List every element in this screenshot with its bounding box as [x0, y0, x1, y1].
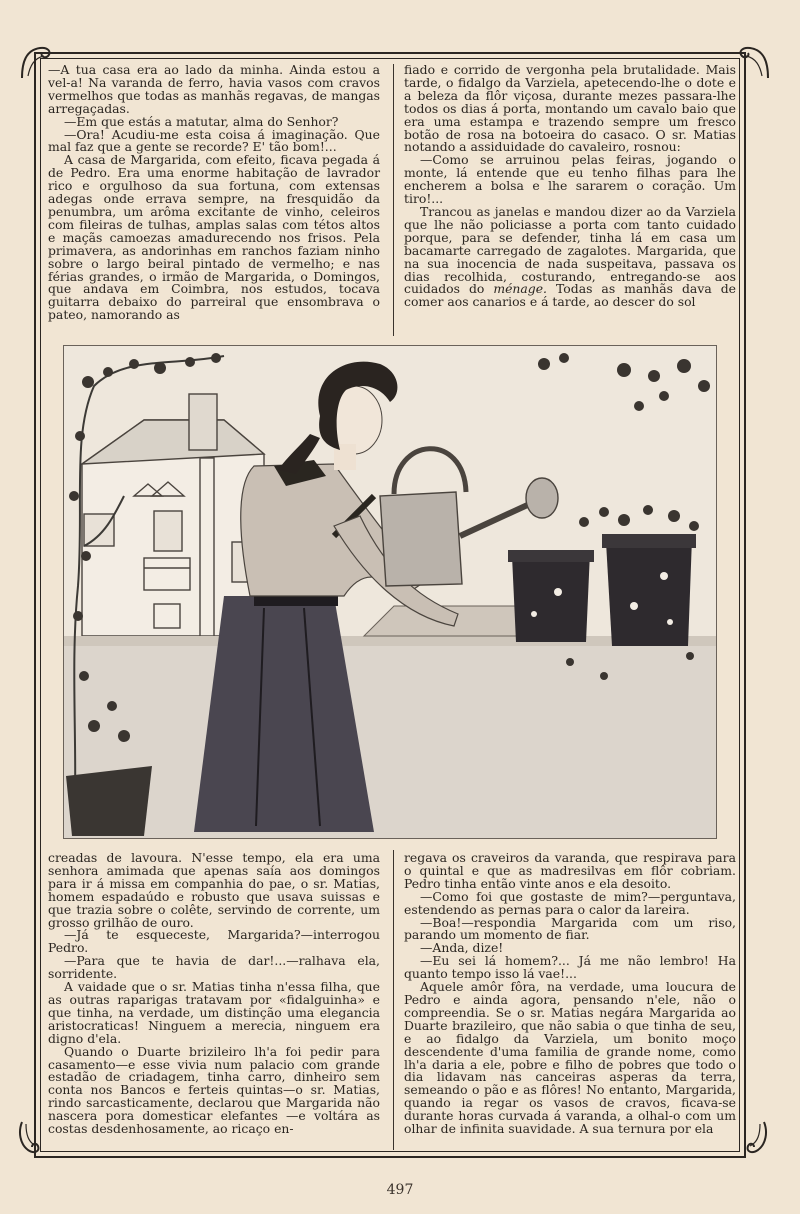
- paragraph: —A tua casa era ao lado da minha. Ainda estou a vel-a! Na varanda de ferro, havia vasos com cravos vermelhos que todas as manhãs regavas, de mangas arregaçadas.: [48, 62, 380, 116]
- text-column-bottom-right: [404, 852, 736, 1136]
- corner-ornament-bottom-right: [732, 1118, 772, 1158]
- column-divider-bottom: [393, 850, 394, 1150]
- illustration-woman-watering-flowers: [63, 345, 717, 839]
- paragraph: —Já te esqueceste, Margarida?—interrogou Pedro.: [48, 927, 380, 956]
- paragraph: —Em que estás a matutar, alma do Senhor?: [64, 113, 339, 129]
- paragraph: creadas de lavoura. N'esse tempo, ela era uma senhora amimada que apenas saía aos domingos para ir á missa em companhia do pae, o sr. Matias, homem espadaúdo e robusto que usava suissas e que trazia sobre o colête, servindo de corrente, um grosso grilhão de ouro.: [48, 850, 380, 930]
- text-column-top-left: [48, 64, 380, 322]
- paragraph: —Anda, dize!: [420, 940, 504, 956]
- flower-pot-left: [66, 766, 152, 836]
- page-number: 497: [386, 1182, 414, 1198]
- paragraph: —Boa!—respondia Margarida com um riso, parando um momento de fiar.: [404, 914, 736, 943]
- paragraph: —Ora! Acudiu-me esta coisa á imaginação. Que mal faz que a gente se recorde? E' tão bom!...: [48, 126, 380, 155]
- paragraph: —Como se arruinou pelas feiras, jogando o monte, lá entende que eu tenho filhas para lhe encherem a bolsa e lhe sararem o coração. Um tiro!...: [404, 152, 736, 207]
- paragraph: Aquele amôr fôra, na verdade, uma loucura de Pedro e ainda agora, pensando n'ele, não o compreendia. Se o sr. Matias negára Margarida ao Duarte brazileiro, que não sabia o que tinha de seu, e ao fidalgo da Varziela, um bonito moço descendente d'uma familia de grande nome, como lh'a daria a ele, pobre e filho de pobres que todo o dia lidavam nas canceiras asperas da terra, semeando o pão e as flôres! No entanto, Margarida, quando ia regar os vasos de cravos, ficava-se durante horas curvada á varanda, a olhal-o com um olhar de infinita suavidade. A sua ternura por ela: [404, 979, 736, 1137]
- stone-wall: [64, 636, 716, 838]
- paragraph: —Para que te havia de dar!...—ralhava ela, sorridente.: [48, 953, 380, 982]
- paragraph: —Como foi que gostaste de mim?—perguntava, estendendo as pernas para o calor da lareira.: [404, 888, 736, 917]
- paragraph-text: Todas as manhãs dava de comer aos canarios e á tarde, ao descer do sol: [404, 281, 736, 310]
- text-column-bottom-left: [48, 852, 380, 1136]
- paragraph-text: Trancou as janelas e mandou dizer ao da Varziela que lhe não policiasse a porta com tanto cuidado porque, para se defender, tinha lá em casa um bacamarte carregado de zagalotes. Margarida, que na sua inocencia de nada suspeitava, passava os dias recolhida, costurando, entregando-se aos cuidados do: [404, 203, 736, 297]
- corner-ornament-top-right: [732, 42, 772, 82]
- italic-word: ménage.: [493, 281, 547, 297]
- paragraph: —Eu sei lá homem?... Já me não lembro! Ha quanto tempo isso lá vae!...: [404, 953, 736, 982]
- column-divider-top: [393, 64, 394, 336]
- paragraph: A casa de Margarida, com efeito, ficava pegada á de Pedro. Era uma enorme habitação de lavrador rico e orgulhoso da sua fortuna, com extensas adegas onde errava sempre, na fresquidão da penumbra, um arôma excitante de vinho, celeiros com fileiras de tulhas, amplas salas com tétos altos e maçãs camoezas amadurecendo nos frisos. Pela primavera, as andorinhas em ranchos faziam ninho sobre o largo beiral pintado de vermelho; e nas férias grandes, o irmão de Margarida, o Domingos, que andava em Coimbra, nos estudos, tocava guitarra debaixo do parreiral que ensombrava o pateo, namorando as: [48, 152, 380, 323]
- paragraph: A vaidade que o sr. Matias tinha n'essa filha, que as outras raparigas tratavam por «fidalguinha» e que tinha, na verdade, um distinção uma elegancia aristocraticas! Ninguem a merecia, ninguem era digno d'ela.: [48, 979, 380, 1046]
- paragraph: regava os craveiros da varanda, que respirava para o quintal e que as madresilvas em flôr cobriam. Pedro tinha então vinte anos e ela desoito.: [404, 850, 736, 891]
- paragraph: fiado e corrido de vergonha pela brutalidade. Mais tarde, o fidalgo da Varziela, apetecendo-lhe o dote e a beleza da flôr viçosa, durante mezes passara-lhe todos os dias á porta, montando um cavalo baio que era uma estampa e trazendo sempre um fresco botão de rosa na botoeira do casaco. O sr. Matias notando a assiduidade do cavaleiro, rosnou:: [404, 62, 736, 155]
- text-column-top-right: [404, 64, 736, 309]
- paragraph: [404, 203, 736, 310]
- paragraph: Quando o Duarte brizileiro lh'a foi pedir para casamento—e esse vivia num palacio com grande estadão de criadagem, tinha carro, dinheiro sem conta nos Bancos e ferteis quintas—o sr. Matias, rindo sarcasticamente, declarou que Margarida não nascera pora domesticar elefantes —e voltára as costas desdenhosamente, ao ricaço en-: [48, 1043, 380, 1137]
